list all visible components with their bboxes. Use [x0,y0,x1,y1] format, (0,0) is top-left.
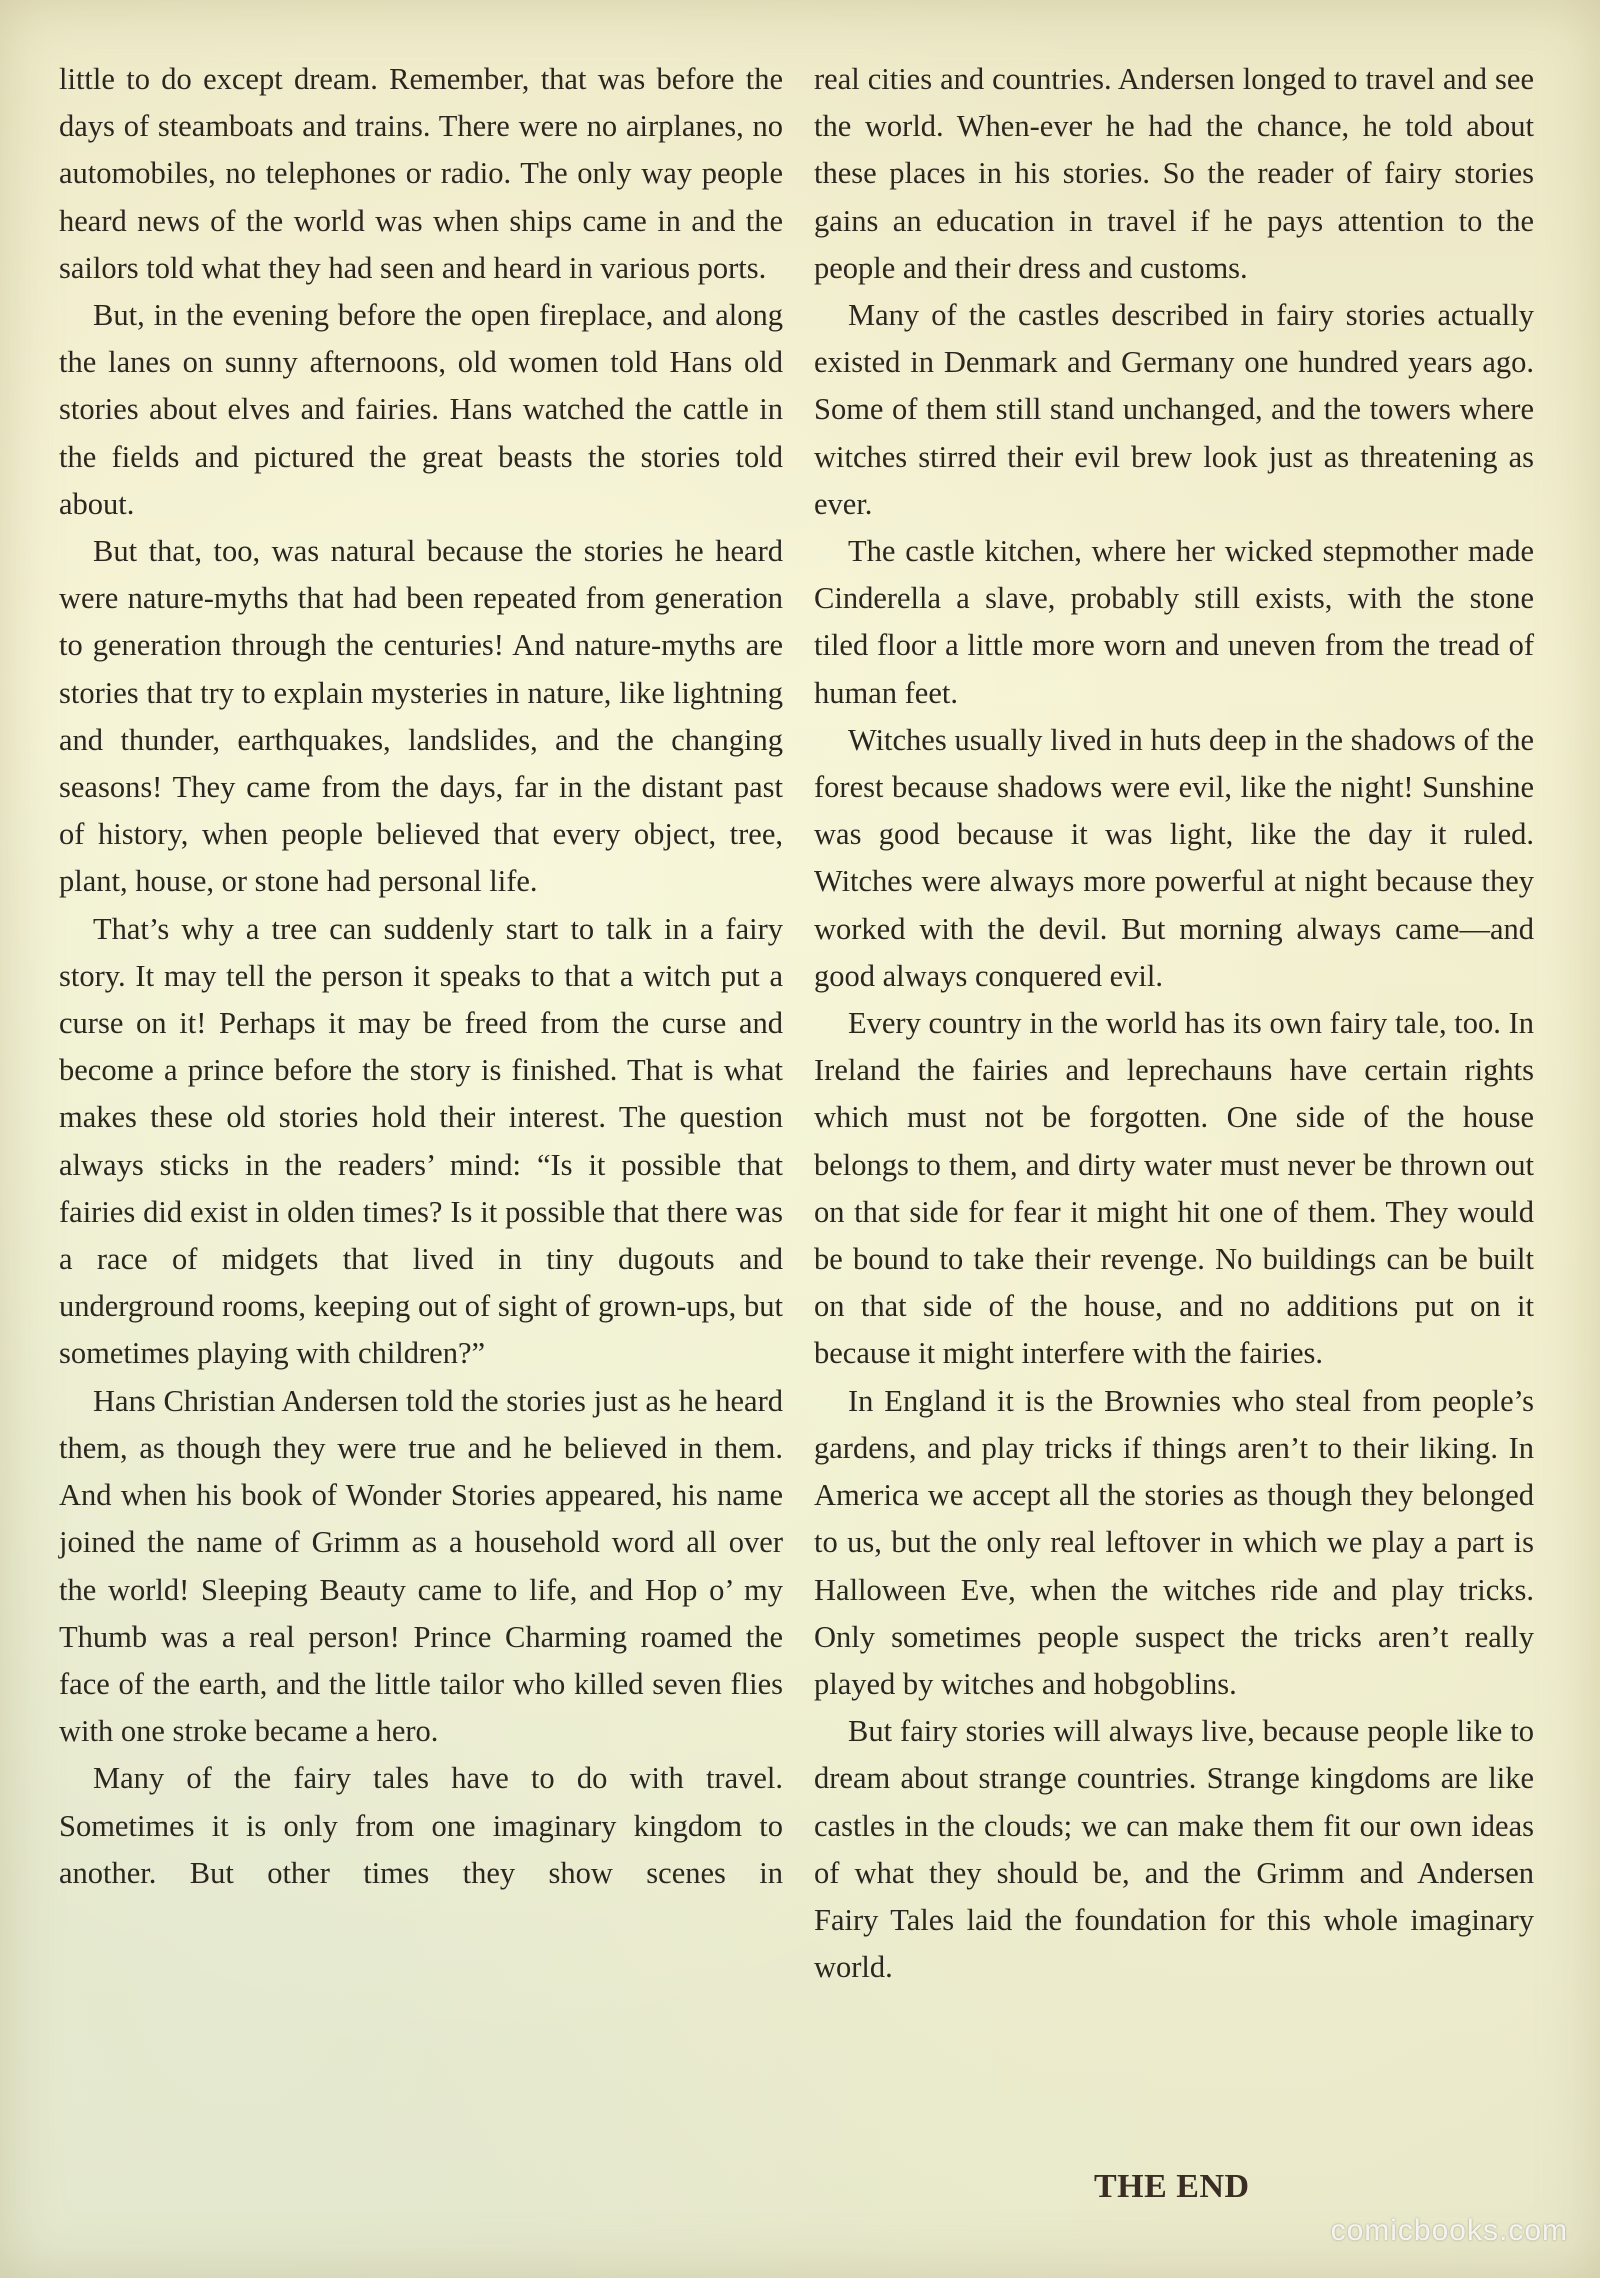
watermark-text: comicbooks.com [1330,2214,1568,2247]
paragraph: That’s why a tree can suddenly start to talk in a fairy story. It may tell the person it speaks to that a witch put a curse on it! Perhaps it may be freed from the curse and become a prince before the story is finished. That is what makes these old stories hold their interest. The question always sticks in the readers’ mind: “Is it possible that fairies did exist in olden times? Is it possible that there was a race of midgets that lived in tiny dugouts and underground rooms, keeping out of sight of grown-ups, but sometimes playing with children?” [59,911,783,1371]
paragraph: But, in the evening before the open fireplace, and along the lanes on sunny afternoons, old women told Hans old stories about elves and fairies. Hans watched the cattle in the fields and pictured the great beasts the stories told about. [59,298,783,521]
paragraph: little to do except dream. Remember, that was before the days of steamboats and trains. There were no airplanes, no automobiles, no telephones or radio. The only way people heard news of the world was when ships came in and the sailors told what they had seen and heard in various ports. [59,62,783,285]
paragraph: Many of the fairy tales have to do with travel. Sometimes it is only from one imaginary kingdom to another. But other times they show scenes in [59,1761,783,1890]
right-column [814,56,1534,1991]
paragraph: Many of the castles described in fairy stories actually existed in Denmark and Germany one hundred years ago. Some of them still stand unchanged, and the towers where witches stirred their evil brew look just as threatening as ever. [814,298,1534,521]
paragraph: Witches usually lived in huts deep in the shadows of the forest because shadows were evil, like the night! Sunshine was good because it was light, like the day it ruled. Witches were always more powerful at night because they worked with the devil. But morning always came—and good always conquered evil. [814,722,1534,993]
paragraph: Every country in the world has its own fairy tale, too. In Ireland the fairies and leprechauns have certain rights which must not be forgotten. One side of the house belongs to them, and dirty water must never be thrown out on that side for fear it might hit one of them. They would be bound to take their revenge. No buildings can be built on that side of the house, and no additions put on it because it might interfere with the fairies. [814,1006,1534,1371]
the-end-label: THE END [1094,2168,1250,2205]
paragraph: The castle kitchen, where her wicked stepmother made Cinderella a slave, probably still exists, with the stone tiled floor a little more worn and uneven from the tread of human feet. [814,534,1534,710]
paragraph: But that, too, was natural because the stories he heard were nature-myths that had been repeated from generation to generation through the centuries! And nature-myths are stories that try to explain mysteries in nature, like lightning and thunder, earthquakes, landslides, and the changing seasons! They came from the days, far in the distant past of history, when people believed that every object, tree, plant, house, or stone had personal life. [59,534,783,899]
left-column [59,56,783,1897]
paragraph: real cities and countries. Andersen longed to travel and see the world. When-ever he had the chance, he told about these places in his stories. So the reader of fairy stories gains an education in travel if he pays attention to the people and their dress and customs. [814,62,1534,285]
paragraph: But fairy stories will always live, because people like to dream about strange countries. Strange kingdoms are like castles in the clouds; we can make them fit our own ideas of what they should be, and the Grimm and Andersen Fairy Tales laid the foundation for this whole imaginary world. [814,1714,1534,1985]
paragraph: In England it is the Brownies who steal from people’s gardens, and play tricks if things aren’t to their liking. In America we accept all the stories as though they belonged to us, but the only real leftover in which we play a part is Halloween Eve, when the witches ride and play tricks. Only sometimes people suspect the tricks aren’t really played by witches and hobgoblins. [814,1383,1534,1701]
paragraph: Hans Christian Andersen told the stories just as he heard them, as though they were true and he believed in them. And when his book of Wonder Stories appeared, his name joined the name of Grimm as a household word all over the world! Sleeping Beauty came to life, and Hop o’ my Thumb was a real person! Prince Charming roamed the face of the earth, and the little tailor who killed seven flies with one stroke became a hero. [59,1383,783,1749]
